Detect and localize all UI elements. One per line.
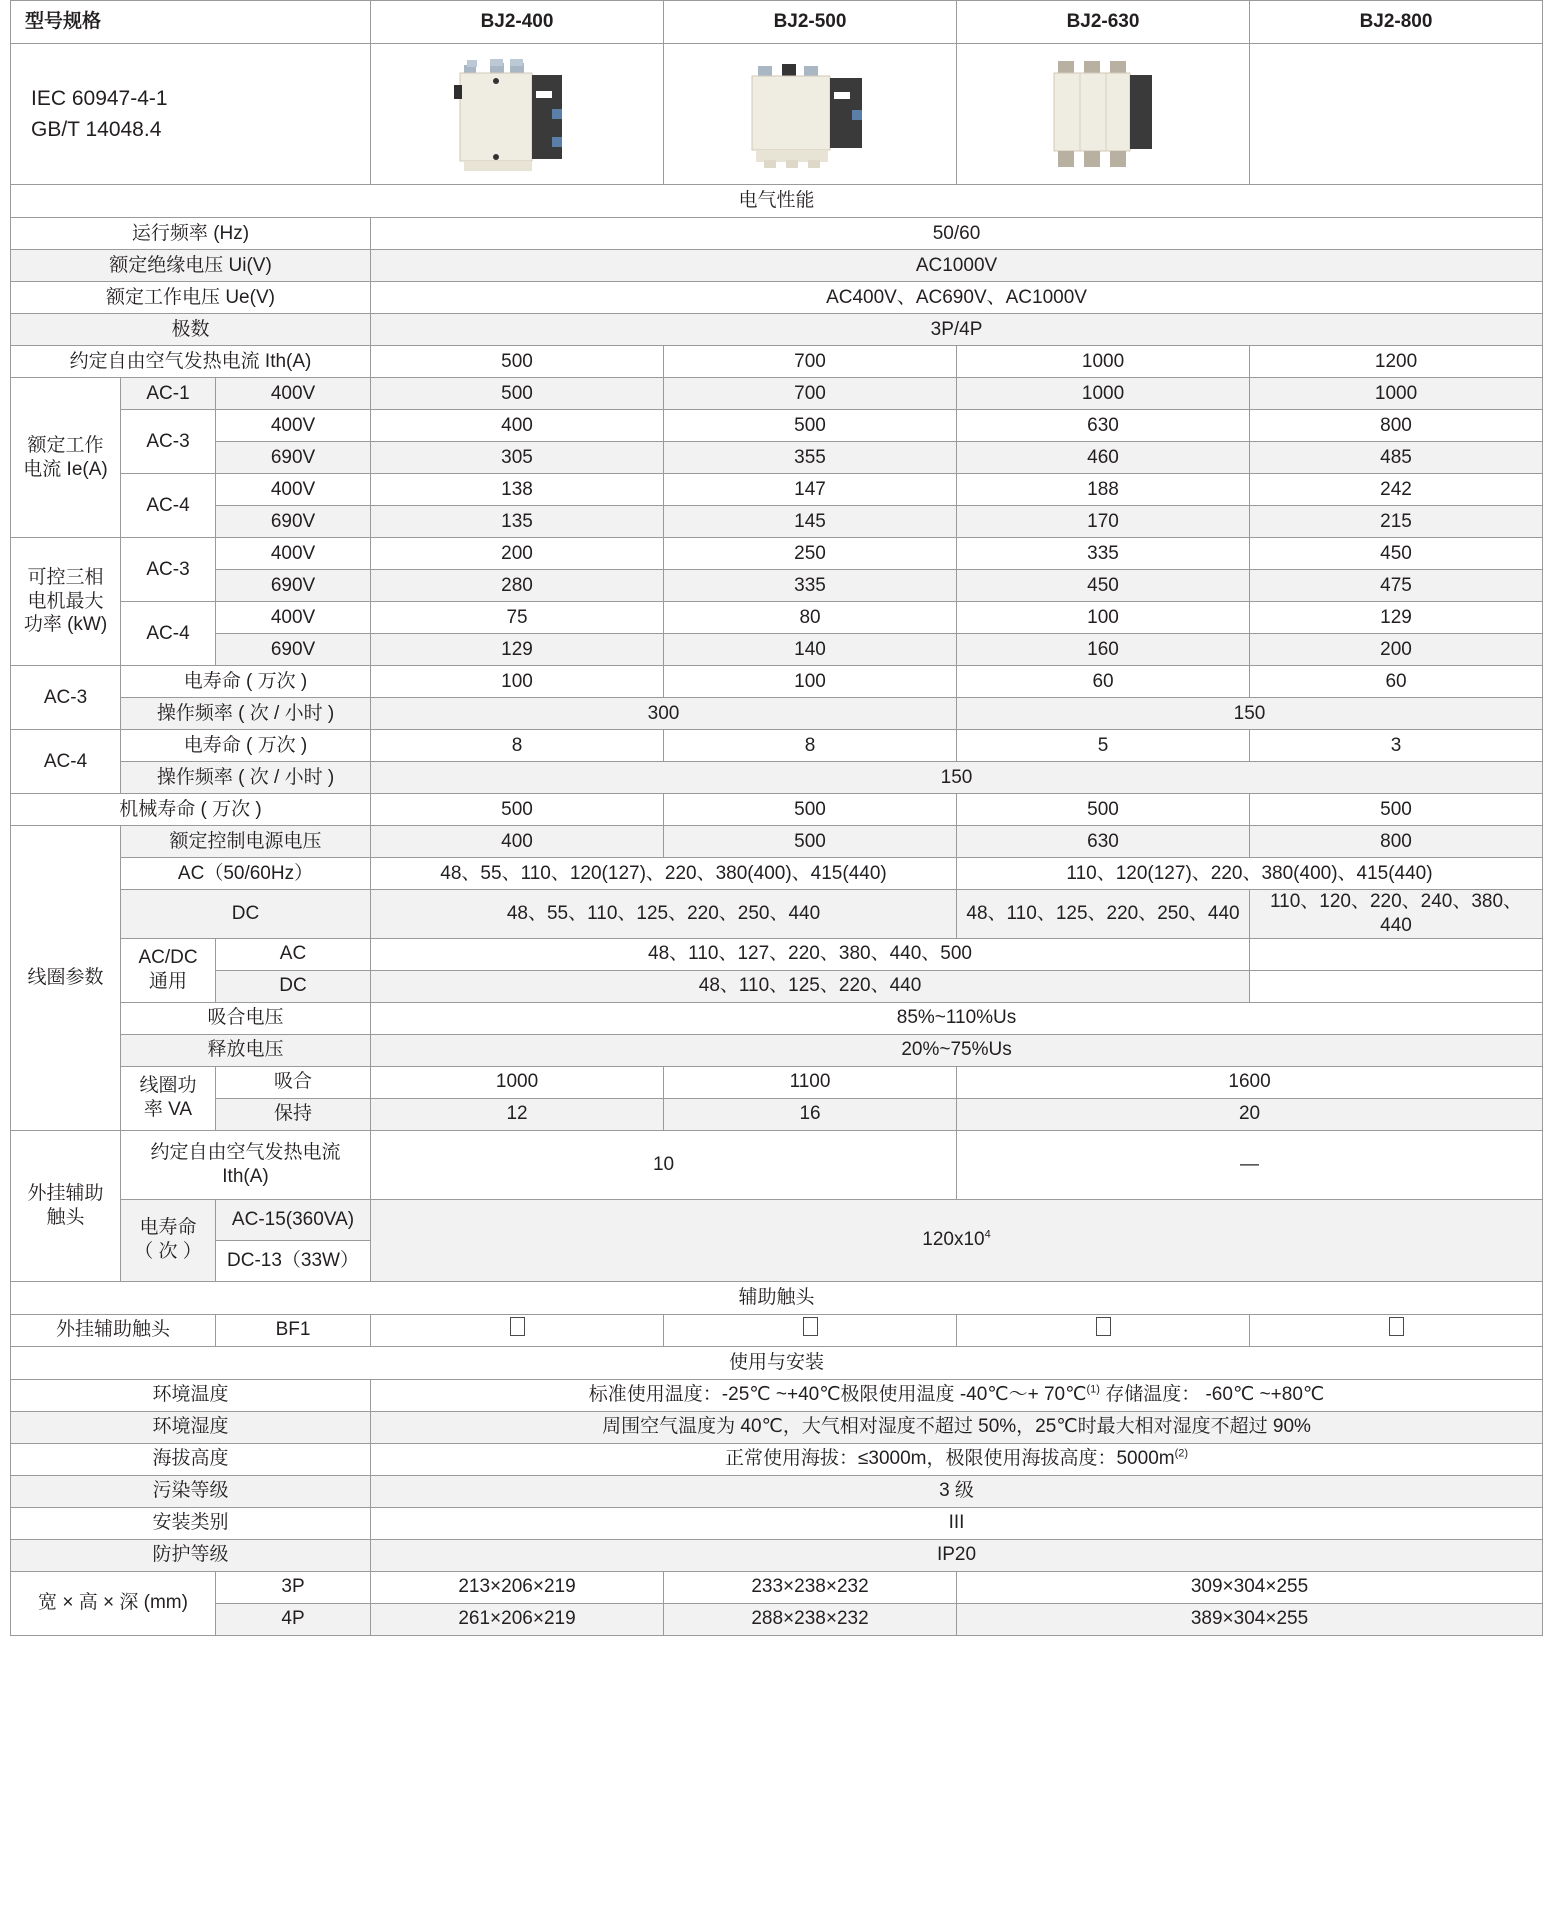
coil-dc-left: 48、55、110、125、220、250、440 [371, 890, 957, 939]
product-image-500 [664, 44, 957, 185]
kw-ac4-label: AC-4 [121, 602, 216, 666]
row-kw-ac3-400 [11, 538, 1543, 570]
pollution-value: 3 级 [371, 1475, 1543, 1507]
kw-ac3-690-v3: 475 [1250, 570, 1543, 602]
standard-gb: GB/T 14048.4 [31, 118, 162, 141]
row-ith [11, 346, 1543, 378]
row-kw-ac3-690 [11, 570, 1543, 602]
protection-value: IP20 [371, 1539, 1543, 1571]
coil-ac5060-right: 110、120(127)、220、380(400)、415(440) [957, 858, 1543, 890]
kw-ac3-400-v3: 450 [1250, 538, 1543, 570]
ext-aux-ith-label: 约定自由空气发热电流 Ith(A) [121, 1130, 371, 1199]
env-temp-label: 环境温度 [11, 1379, 371, 1411]
product-image-630 [957, 44, 1250, 185]
dimensions-4p-v2: 389×304×255 [957, 1603, 1543, 1635]
aux-contact-type: BF1 [216, 1314, 371, 1346]
kw-ac3-label: AC-3 [121, 538, 216, 602]
row-protection [11, 1539, 1543, 1571]
section-aux-contact [11, 1281, 1543, 1314]
ie-ac3-690-v3: 485 [1250, 442, 1543, 474]
ac3-op-freq-label: 操作频率 ( 次 / 小时 ) [121, 698, 371, 730]
dimensions-4p-label: 4P [216, 1603, 371, 1635]
checkbox-icon[interactable] [1389, 1317, 1404, 1336]
kw-ac4-690-label: 690V [216, 634, 371, 666]
coil-pickup-label: 吸合电压 [121, 1002, 371, 1034]
row-env-humidity [11, 1411, 1543, 1443]
row-ith-v0: 500 [371, 346, 664, 378]
ie-ac3-400-v0: 400 [371, 410, 664, 442]
table-header-row [11, 1, 1543, 44]
ie-ac1-400-v3: 1000 [1250, 378, 1543, 410]
ac3-elec-v3: 60 [1250, 666, 1543, 698]
coil-acdc-ac-blank [1250, 938, 1543, 970]
ie-ac4-label: AC-4 [121, 474, 216, 538]
row-ue-label: 额定工作电压 Ue(V) [11, 282, 371, 314]
row-poles-label: 极数 [11, 314, 371, 346]
row-ith-v2: 1000 [957, 346, 1250, 378]
row-ie-ac3-690 [11, 442, 1543, 474]
mech-life-v2: 500 [957, 794, 1250, 826]
row-frequency [11, 218, 1543, 250]
ac3-op-freq-right: 150 [957, 698, 1543, 730]
aux-check-3[interactable] [1250, 1314, 1543, 1346]
kw-ac4-400-v2: 100 [957, 602, 1250, 634]
row-ie-ac4-400 [11, 474, 1543, 506]
aux-check-0[interactable] [371, 1314, 664, 1346]
kw-ac3-400-v0: 200 [371, 538, 664, 570]
rated-ctrl-voltage-label: 额定控制电源电压 [121, 826, 371, 858]
ac3-elec-v2: 60 [957, 666, 1250, 698]
protection-label: 防护等级 [11, 1539, 371, 1571]
row-poles-value: 3P/4P [371, 314, 1543, 346]
ie-ac4-690-v0: 135 [371, 506, 664, 538]
ac4-elec-v3: 3 [1250, 730, 1543, 762]
coil-acdc-ac-value: 48、110、127、220、380、440、500 [371, 938, 1250, 970]
row-ui-value: AC1000V [371, 250, 1543, 282]
rated-ctrl-v2: 630 [957, 826, 1250, 858]
ie-ac3-400-v1: 500 [664, 410, 957, 442]
row-ac3-op-freq [11, 698, 1543, 730]
coil-pickup-value: 85%~110%Us [371, 1002, 1543, 1034]
kw-ac3-690-v2: 450 [957, 570, 1250, 602]
standards-cell [11, 44, 371, 185]
header-spec-label: 型号规格 [11, 1, 371, 44]
ie-ac1-400-v2: 1000 [957, 378, 1250, 410]
kw-ac4-400-v0: 75 [371, 602, 664, 634]
coil-power-label: 线圈功 率 VA [121, 1066, 216, 1130]
ie-ac3-690-v1: 355 [664, 442, 957, 474]
ie-ac3-label: AC-3 [121, 410, 216, 474]
row-install-cat [11, 1507, 1543, 1539]
contactor-icon [742, 54, 878, 174]
ext-aux-ith-right: — [957, 1130, 1543, 1199]
row-ac4-elec-life [11, 730, 1543, 762]
coil-acdc-dc-value: 48、110、125、220、440 [371, 970, 1250, 1002]
standard-iec: IEC 60947-4-1 [31, 86, 168, 110]
row-ith-v1: 700 [664, 346, 957, 378]
ac3-elec-v1: 100 [664, 666, 957, 698]
coil-pickup-pwr-v34: 1600 [957, 1066, 1543, 1098]
pollution-label: 污染等级 [11, 1475, 371, 1507]
row-ext-aux-ac15 [11, 1199, 1543, 1240]
coil-dc-right: 110、120、220、240、380、440 [1250, 890, 1543, 939]
ac4-elec-v0: 8 [371, 730, 664, 762]
ie-ac3-690-v2: 460 [957, 442, 1250, 474]
dimensions-4p-v1: 288×238×232 [664, 1603, 957, 1635]
row-coil-dropout [11, 1034, 1543, 1066]
kw-ac3-400-label: 400V [216, 538, 371, 570]
contactor-icon [1048, 55, 1158, 173]
altitude-label: 海拔高度 [11, 1443, 371, 1475]
coil-hold-pwr-v1: 12 [371, 1098, 664, 1130]
ac4-elec-life-label: 电寿命 ( 万次 ) [121, 730, 371, 762]
coil-group-label: 线圈参数 [11, 826, 121, 1131]
kw-ac4-400-label: 400V [216, 602, 371, 634]
product-image-400 [371, 44, 664, 185]
row-coil-acdc-ac [11, 938, 1543, 970]
kw-ac3-690-v0: 280 [371, 570, 664, 602]
row-ext-aux-ith [11, 1130, 1543, 1199]
coil-dropout-value: 20%~75%Us [371, 1034, 1543, 1066]
ie-ac4-400-v3: 242 [1250, 474, 1543, 506]
kw-ac4-690-v1: 140 [664, 634, 957, 666]
coil-hold-pwr-v2: 16 [664, 1098, 957, 1130]
dimensions-3p-v2: 309×304×255 [957, 1571, 1543, 1603]
checkbox-icon[interactable] [1096, 1317, 1111, 1336]
ac4-op-freq-value: 150 [371, 762, 1543, 794]
coil-acdc-ac-label: AC [216, 938, 371, 970]
ie-ac3-400-v3: 800 [1250, 410, 1543, 442]
kw-ac4-400-v1: 80 [664, 602, 957, 634]
ext-aux-group-label: 外挂辅助 触头 [11, 1130, 121, 1281]
ie-ac4-690-v3: 215 [1250, 506, 1543, 538]
row-coil-dc [11, 890, 1543, 939]
ie-ac4-690-v1: 145 [664, 506, 957, 538]
ext-aux-ith-left: 10 [371, 1130, 957, 1199]
rated-ctrl-v1: 500 [664, 826, 957, 858]
specification-table [10, 0, 1543, 1636]
ie-ac4-400-v2: 188 [957, 474, 1250, 506]
coil-hold-pwr-label: 保持 [216, 1098, 371, 1130]
row-ue [11, 282, 1543, 314]
ext-aux-dc13-label: DC-13（33W） [216, 1240, 371, 1281]
row-ith-label: 约定自由空气发热电流 Ith(A) [11, 346, 371, 378]
kw-ac4-690-v2: 160 [957, 634, 1250, 666]
env-humidity-value: 周围空气温度为 40℃，大气相对湿度不超过 50%，25℃时最大相对湿度不超过 90% [371, 1411, 1543, 1443]
coil-dc-label: DC [121, 890, 371, 939]
coil-ac5060-left: 48、55、110、120(127)、220、380(400)、415(440) [371, 858, 957, 890]
row-frequency-label: 运行频率 (Hz) [11, 218, 371, 250]
kw-ac4-400-v3: 129 [1250, 602, 1543, 634]
row-ie-ac4-690 [11, 506, 1543, 538]
ie-ac4-690-v2: 170 [957, 506, 1250, 538]
header-model-0: BJ2-400 [371, 1, 664, 44]
row-ie-ac1-400 [11, 378, 1543, 410]
coil-dropout-label: 释放电压 [121, 1034, 371, 1066]
row-ie-ac3-400 [11, 410, 1543, 442]
ac4-elec-v1: 8 [664, 730, 957, 762]
dimensions-3p-v1: 233×238×232 [664, 1571, 957, 1603]
ac3-elec-v0: 100 [371, 666, 664, 698]
env-temp-value: 标准使用温度：-25℃ ~+40℃极限使用温度 -40℃～+ 70℃$^{(1)}$ 存储温度： -60℃ ~+80℃ [371, 1379, 1543, 1411]
standards-image-row [11, 44, 1543, 185]
coil-hold-pwr-v34: 20 [957, 1098, 1543, 1130]
section-electrical-label: 电气性能 [11, 185, 1543, 218]
row-pollution [11, 1475, 1543, 1507]
contactor-icon [452, 51, 582, 177]
kw-ac3-400-v2: 335 [957, 538, 1250, 570]
header-model-3: BJ2-800 [1250, 1, 1543, 44]
section-usage-label: 使用与安装 [11, 1346, 1543, 1379]
ie-ac4-400-v0: 138 [371, 474, 664, 506]
mech-life-v0: 500 [371, 794, 664, 826]
row-dimensions-4p [11, 1603, 1543, 1635]
row-env-temp [11, 1379, 1543, 1411]
header-model-2: BJ2-630 [957, 1, 1250, 44]
aux-contact-label: 外挂辅助触头 [11, 1314, 216, 1346]
kw-ac4-690-v0: 129 [371, 634, 664, 666]
rated-ctrl-v0: 400 [371, 826, 664, 858]
dimensions-3p-v0: 213×206×219 [371, 1571, 664, 1603]
ie-ac4-400-v1: 147 [664, 474, 957, 506]
coil-acdc-label: AC/DC 通用 [121, 938, 216, 1002]
ac3-life-group-label: AC-3 [11, 666, 121, 730]
row-coil-pickup-power [11, 1066, 1543, 1098]
rated-ctrl-v3: 800 [1250, 826, 1543, 858]
row-poles [11, 314, 1543, 346]
ie-ac3-690-label: 690V [216, 442, 371, 474]
product-image-800 [1250, 44, 1543, 185]
mech-life-label: 机械寿命 ( 万次 ) [11, 794, 371, 826]
section-usage [11, 1346, 1543, 1379]
ac3-elec-life-label: 电寿命 ( 万次 ) [121, 666, 371, 698]
kw-ac3-690-v1: 335 [664, 570, 957, 602]
coil-acdc-dc-label: DC [216, 970, 371, 1002]
ac4-op-freq-label: 操作频率 ( 次 / 小时 ) [121, 762, 371, 794]
row-ac3-elec-life [11, 666, 1543, 698]
row-ith-v3: 1200 [1250, 346, 1543, 378]
ie-ac4-690-label: 690V [216, 506, 371, 538]
dimensions-4p-v0: 261×206×219 [371, 1603, 664, 1635]
kw-ac3-400-v1: 250 [664, 538, 957, 570]
row-coil-hold-power [11, 1098, 1543, 1130]
row-altitude [11, 1443, 1543, 1475]
checkbox-icon[interactable] [803, 1317, 818, 1336]
ext-aux-life-label: 电寿命 （ 次 ） [121, 1199, 216, 1281]
row-rated-ctrl-voltage [11, 826, 1543, 858]
kw-group-label: 可控三相 电机最大 功率 (kW) [11, 538, 121, 666]
ie-ac3-400-label: 400V [216, 410, 371, 442]
ext-aux-ac15-label: AC-15(360VA) [216, 1199, 371, 1240]
row-kw-ac4-400 [11, 602, 1543, 634]
row-ui-label: 额定绝缘电压 Ui(V) [11, 250, 371, 282]
ie-ac3-400-v2: 630 [957, 410, 1250, 442]
row-kw-ac4-690 [11, 634, 1543, 666]
mech-life-v1: 500 [664, 794, 957, 826]
coil-pickup-pwr-v2: 1100 [664, 1066, 957, 1098]
kw-ac4-690-v3: 200 [1250, 634, 1543, 666]
ext-aux-life-value: $120x10^4$ [371, 1199, 1543, 1281]
dimensions-label: 宽 × 高 × 深 (mm) [11, 1571, 216, 1635]
row-ue-value: AC400V、AC690V、AC1000V [371, 282, 1543, 314]
mech-life-v3: 500 [1250, 794, 1543, 826]
section-aux-contact-label: 辅助触头 [11, 1281, 1543, 1314]
row-coil-pickup [11, 1002, 1543, 1034]
altitude-value: 正常使用海拔：≤3000m，极限使用海拔高度：$5000m^{(2)}$ [371, 1443, 1543, 1475]
header-model-1: BJ2-500 [664, 1, 957, 44]
section-electrical [11, 185, 1543, 218]
coil-ac5060-label: AC（50/60Hz） [121, 858, 371, 890]
checkbox-icon[interactable] [510, 1317, 525, 1336]
dimensions-3p-label: 3P [216, 1571, 371, 1603]
coil-dc-mid: 48、110、125、220、250、440 [957, 890, 1250, 939]
aux-check-2[interactable] [957, 1314, 1250, 1346]
ie-ac1-400-label: 400V [216, 378, 371, 410]
ie-ac4-400-label: 400V [216, 474, 371, 506]
ie-ac1-400-v0: 500 [371, 378, 664, 410]
row-aux-contact [11, 1314, 1543, 1346]
coil-pickup-pwr-v1: 1000 [371, 1066, 664, 1098]
kw-ac3-690-label: 690V [216, 570, 371, 602]
row-ac4-op-freq [11, 762, 1543, 794]
coil-pickup-pwr-label: 吸合 [216, 1066, 371, 1098]
install-cat-label: 安装类别 [11, 1507, 371, 1539]
row-mech-life [11, 794, 1543, 826]
row-coil-ac5060 [11, 858, 1543, 890]
install-cat-value: III [371, 1507, 1543, 1539]
env-humidity-label: 环境湿度 [11, 1411, 371, 1443]
aux-check-1[interactable] [664, 1314, 957, 1346]
ac3-op-freq-left: 300 [371, 698, 957, 730]
row-dimensions-3p [11, 1571, 1543, 1603]
ie-ac3-690-v0: 305 [371, 442, 664, 474]
ac4-life-group-label: AC-4 [11, 730, 121, 794]
ie-ac1-label: AC-1 [121, 378, 216, 410]
row-ui [11, 250, 1543, 282]
ie-ac1-400-v1: 700 [664, 378, 957, 410]
coil-acdc-dc-blank [1250, 970, 1543, 1002]
row-coil-acdc-dc [11, 970, 1543, 1002]
ac4-elec-v2: 5 [957, 730, 1250, 762]
ie-group-label: 额定工作 电流 Ie(A) [11, 378, 121, 538]
row-frequency-value: 50/60 [371, 218, 1543, 250]
